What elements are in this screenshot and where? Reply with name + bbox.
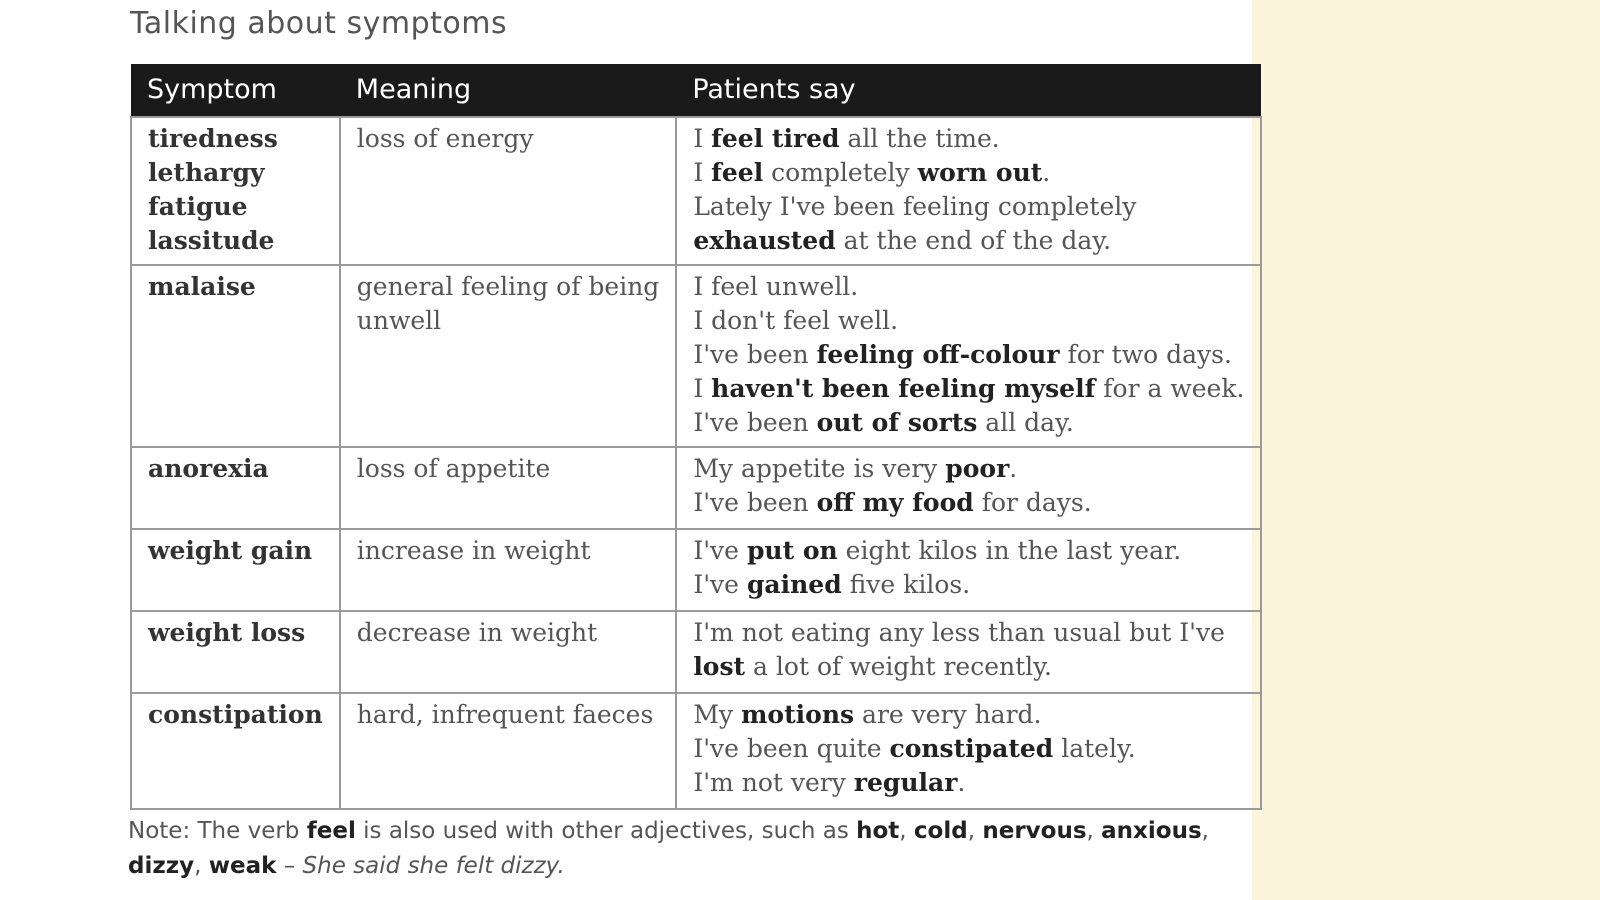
patient-phrase: [693, 122, 1244, 156]
symptoms-table: [130, 64, 1262, 810]
phrase-text: five kilos.: [841, 570, 971, 599]
phrase-text: I don't feel well.: [693, 306, 899, 335]
symptom-term: weight loss: [148, 618, 306, 647]
phrase-text: all the time.: [839, 124, 1000, 153]
meaning-text: increase in weight: [356, 536, 591, 565]
meaning-cell: [340, 611, 677, 693]
symptom-term: lassitude: [148, 226, 275, 255]
column-header-meaning: Meaning: [340, 64, 677, 117]
patient-phrase: [693, 406, 1244, 440]
patient-phrase: [693, 616, 1244, 650]
phrase-text: I've been: [693, 340, 817, 369]
key-phrase: off my food: [816, 488, 974, 517]
patients-say-cell: [676, 117, 1261, 265]
symptom-cell: [131, 693, 340, 809]
phrase-text: .: [957, 768, 966, 797]
table-row: [131, 447, 1261, 529]
patient-phrase: [693, 732, 1244, 766]
patient-phrase: [693, 156, 1244, 190]
key-phrase: feeling off-colour: [816, 340, 1060, 369]
phrase-text: for days.: [973, 488, 1092, 517]
phrase-text: for a week.: [1095, 374, 1245, 403]
note-keyword: dizzy: [128, 853, 195, 879]
meaning-cell: [340, 447, 677, 529]
phrase-text: at the end of the day.: [835, 226, 1112, 255]
note-text: –: [276, 853, 303, 879]
phrase-text: lately.: [1053, 734, 1136, 763]
patients-say-cell: [676, 529, 1261, 611]
note-keyword: weak: [208, 853, 277, 879]
meaning-text: decrease in weight: [356, 618, 598, 647]
patient-phrase: [693, 372, 1244, 406]
phrase-text: I feel unwell.: [693, 272, 859, 301]
symptom-term: anorexia: [148, 454, 269, 483]
symptom-cell: [131, 265, 340, 447]
meaning-text: hard, infrequent faeces: [356, 700, 654, 729]
phrase-text: .: [1009, 454, 1018, 483]
table-header-row: [131, 64, 1261, 117]
meaning-cell: [340, 117, 677, 265]
patients-say-cell: [676, 611, 1261, 693]
note-keyword: anxious: [1101, 818, 1202, 844]
footnote: [128, 814, 1238, 884]
patient-phrase: [693, 338, 1244, 372]
phrase-text: Lately I've been feeling completely: [693, 192, 1137, 221]
key-phrase: motions: [740, 700, 855, 729]
phrase-text: completely: [763, 158, 918, 187]
key-phrase: constipated: [889, 734, 1054, 763]
meaning-text: unwell: [356, 306, 442, 335]
phrase-text: eight kilos in the last year.: [837, 536, 1182, 565]
key-phrase: poor: [945, 454, 1010, 483]
symptom-term: tiredness: [148, 124, 278, 153]
patient-phrase: [693, 190, 1244, 224]
key-phrase: lost: [693, 652, 746, 681]
symptom-term: constipation: [148, 700, 323, 729]
key-phrase: out of sorts: [816, 408, 978, 437]
patient-phrase: [693, 766, 1244, 800]
patients-say-cell: [676, 265, 1261, 447]
meaning-cell: [340, 529, 677, 611]
symptom-term: lethargy: [148, 158, 265, 187]
column-header-patients-say: Patients say: [676, 64, 1261, 117]
phrase-text: I've been: [693, 488, 817, 517]
table-row: [131, 265, 1261, 447]
key-phrase: worn out: [917, 158, 1043, 187]
phrase-text: My: [693, 700, 741, 729]
patient-phrase: [693, 270, 1244, 304]
note-example: She said she felt dizzy.: [302, 853, 565, 879]
meaning-cell: [340, 265, 677, 447]
patient-phrase: [693, 568, 1244, 602]
phrase-text: I: [693, 374, 712, 403]
table-row: [131, 529, 1261, 611]
phrase-text: I've: [693, 570, 747, 599]
phrase-text: I'm not eating any less than usual but I've: [693, 618, 1225, 647]
key-phrase: feel tired: [711, 124, 840, 153]
symptom-term: fatigue: [148, 192, 248, 221]
patient-phrase: [693, 452, 1244, 486]
symptom-term: malaise: [148, 272, 256, 301]
symptom-cell: [131, 611, 340, 693]
phrase-text: for two days.: [1059, 340, 1232, 369]
key-phrase: exhausted: [693, 226, 836, 255]
note-keyword: hot: [856, 818, 900, 844]
patient-phrase: [693, 224, 1244, 258]
column-header-symptom: Symptom: [131, 64, 340, 117]
meaning-text: loss of energy: [356, 124, 534, 153]
note-text: is also used with other adjectives, such as: [355, 818, 857, 844]
section-heading: Talking about symptoms: [130, 6, 508, 41]
patient-phrase: [693, 304, 1244, 338]
phrase-text: I: [693, 124, 712, 153]
patient-phrase: [693, 650, 1244, 684]
phrase-text: I've been: [693, 408, 817, 437]
key-phrase: put on: [746, 536, 838, 565]
patient-phrase: [693, 486, 1244, 520]
phrase-text: .: [1042, 158, 1051, 187]
symptom-term: weight gain: [148, 536, 313, 565]
note-keyword: feel: [306, 818, 356, 844]
symptom-cell: [131, 117, 340, 265]
phrase-text: I've been quite: [693, 734, 890, 763]
note-text: ,: [194, 853, 209, 879]
note-keyword: nervous: [982, 818, 1087, 844]
key-phrase: haven't been feeling myself: [711, 374, 1096, 403]
table-row: [131, 693, 1261, 809]
meaning-text: loss of appetite: [356, 454, 551, 483]
note-text: ,: [1201, 818, 1209, 844]
note-text: ,: [1086, 818, 1102, 844]
phrase-text: I'm not very: [693, 768, 854, 797]
patients-say-cell: [676, 447, 1261, 529]
patient-phrase: [693, 534, 1244, 568]
meaning-text: general feeling of being: [356, 272, 660, 301]
note-text: Note: The verb: [128, 818, 307, 844]
note-text: ,: [967, 818, 983, 844]
meaning-cell: [340, 693, 677, 809]
note-text: ,: [899, 818, 914, 844]
symptom-cell: [131, 447, 340, 529]
patients-say-cell: [676, 693, 1261, 809]
table-row: [131, 611, 1261, 693]
note-keyword: cold: [913, 818, 968, 844]
symptom-cell: [131, 529, 340, 611]
key-phrase: gained: [746, 570, 842, 599]
patient-phrase: [693, 698, 1244, 732]
phrase-text: are very hard.: [854, 700, 1042, 729]
phrase-text: a lot of weight recently.: [745, 652, 1052, 681]
phrase-text: I: [693, 158, 712, 187]
phrase-text: all day.: [977, 408, 1074, 437]
key-phrase: feel: [711, 158, 764, 187]
phrase-text: I've: [693, 536, 747, 565]
phrase-text: My appetite is very: [693, 454, 946, 483]
key-phrase: regular: [853, 768, 958, 797]
table-row: [131, 117, 1261, 265]
